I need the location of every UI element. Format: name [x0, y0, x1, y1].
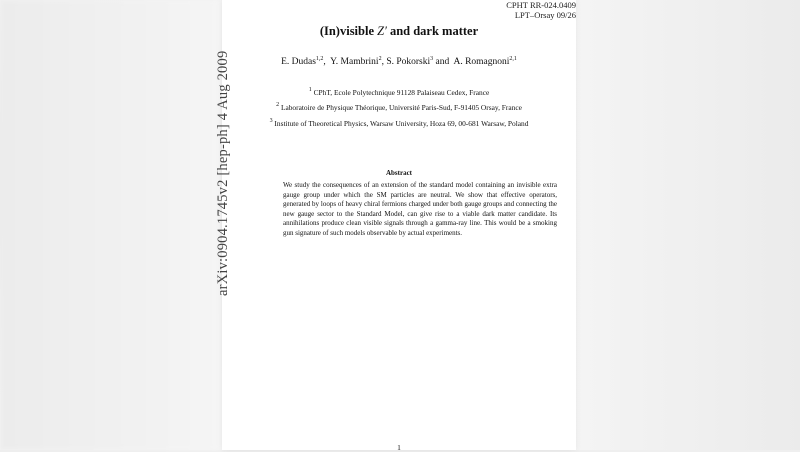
- author-affil-mark: 3: [430, 56, 434, 62]
- author-list: [222, 56, 576, 67]
- affiliation-text: CPhT, Ecole Polytechnique 91128 Palaiseau Cedex, France: [313, 88, 490, 97]
- affiliation-text: Laboratoire de Physique Théorique, Université Paris-Sud, F-91405 Orsay, France: [280, 103, 522, 112]
- title-suffix: and dark matter: [386, 24, 479, 38]
- affiliation-number: 3: [269, 118, 273, 124]
- author-affil-mark: 2: [378, 56, 382, 62]
- affiliation-number: 2: [276, 102, 280, 108]
- title-prefix: (In)visible: [319, 24, 378, 38]
- report-numbers: [506, 0, 576, 20]
- affiliation: [222, 102, 576, 112]
- author-name: A. Romagnoni: [453, 57, 510, 67]
- abstract-heading: Abstract: [385, 169, 413, 177]
- author-separator-and: and: [435, 57, 450, 67]
- affiliation-text: Institute of Theoretical Physics, Warsaw University, Hoza 69, 00-681 Warsaw, Poland: [274, 119, 529, 128]
- viewer-margin-right: [576, 0, 800, 450]
- author-name: Y. Mambrini: [330, 57, 379, 67]
- paper-page: [215, 0, 576, 452]
- affiliation: [222, 118, 576, 128]
- author-affil-mark: 1,2: [315, 56, 324, 62]
- title-symbol: Z′: [377, 24, 387, 38]
- report-number-lpt: LPT–Orsay 09/26: [514, 10, 576, 20]
- author-affil-mark: 2,1: [509, 56, 517, 62]
- affiliation: [222, 87, 576, 97]
- report-number-cpht: CPHT RR-024.0409: [506, 0, 576, 10]
- author-separator: ,: [381, 57, 384, 67]
- affiliation-number: 1: [308, 87, 312, 93]
- author-name: E. Dudas: [281, 57, 316, 67]
- author-separator: ,: [323, 57, 326, 67]
- author-name: S. Pokorski: [386, 57, 431, 67]
- viewer-margin-left: [0, 0, 222, 450]
- paper-title: [222, 24, 576, 39]
- page-number: 1: [397, 443, 401, 452]
- arxiv-stamp: arXiv:0904.1745v2 [hep-ph] 4 Aug 2009: [215, 50, 231, 296]
- abstract-body: We study the consequences of an extension of the standard model containing an invisible extra gauge group under which the SM particles are neutral. We show that effective operators, generated by loops of heavy chiral fermions charged under both gauge groups and connecting the new gauge sector to the Standard Model, can give rise to a viable dark matter candidate. Its annihilations produce clean visible signals through a gamma-ray line. This would be a smoking gun signature of such models observable by actual experiments.: [283, 181, 557, 237]
